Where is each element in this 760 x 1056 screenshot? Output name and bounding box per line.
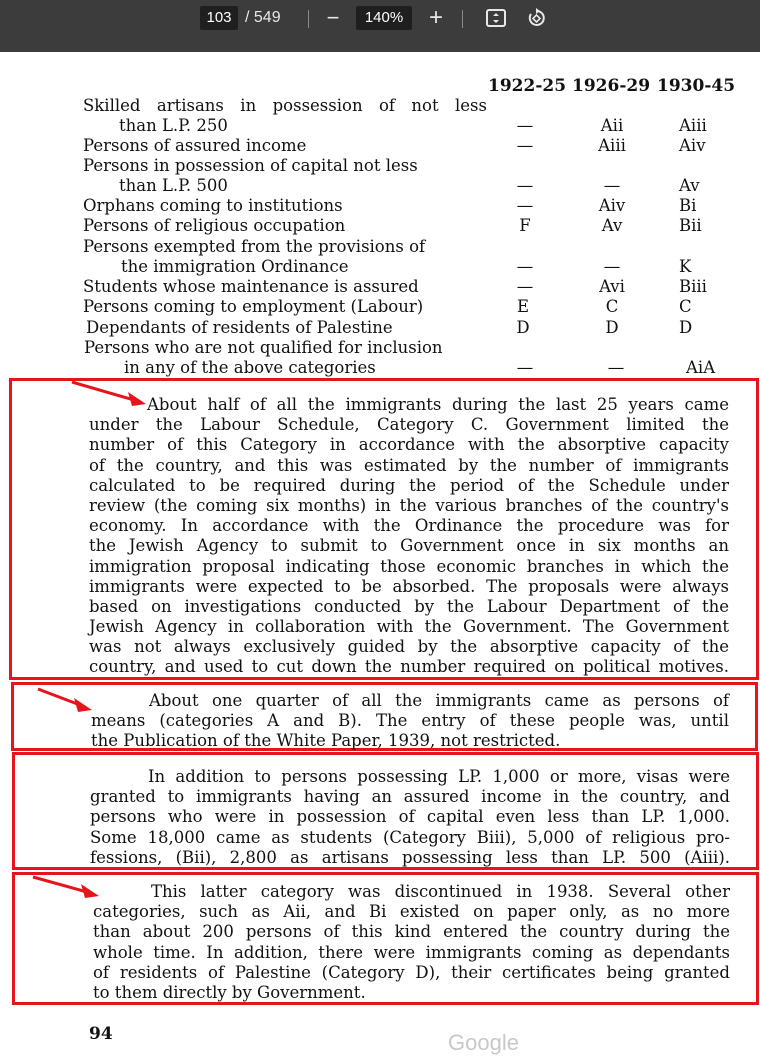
paragraph-line: than about 200 persons of this kind entered the country during the <box>93 922 730 942</box>
paragraph-line: Some 18,000 came as students (Category Biii), 5,000 of religious pro- <box>90 827 730 847</box>
table-cell: — <box>603 257 621 276</box>
table-cell: Bi <box>679 196 697 215</box>
paragraph-line: economy. In accordance with the Ordinance the procedure was for <box>89 516 729 536</box>
paragraph-line: was not always exclusively guided by the absorptive capacity of the <box>89 637 729 657</box>
page-number: 94 <box>89 1024 113 1044</box>
row-label-line: Orphans coming to institutions <box>83 196 343 215</box>
paragraph-line: granted to immigrants having an assured income in the country, and <box>90 787 730 807</box>
paragraph-line: means (categories A and B). The entry of these people was, until <box>91 711 729 731</box>
paragraph-line: Jewish Agency in collaboration with the Government. The Government <box>89 617 729 637</box>
table-cell: — <box>516 196 534 215</box>
table-row-label <box>83 96 487 116</box>
paragraph <box>90 767 730 868</box>
rotate-icon <box>525 7 547 29</box>
paragraph-line: review (the coming six months) in the various branches of the country's <box>89 495 729 515</box>
paragraph-line: immigrants were expected to be absorbed. The proposals were always <box>89 576 729 596</box>
table-cell: — <box>516 176 534 195</box>
table-cell: Bii <box>679 216 702 235</box>
row-label-line: than L.P. 250 <box>119 116 228 135</box>
red-arrow-icon <box>36 686 96 716</box>
row-label-line: Persons coming to employment (Labour) <box>83 297 424 316</box>
zoom-input[interactable]: 140% <box>356 6 412 30</box>
table-cell: Av <box>679 176 700 195</box>
table-cell: F <box>519 216 531 235</box>
table-cell: — <box>516 277 534 296</box>
row-label-line: Persons of religious occupation <box>83 216 346 235</box>
paragraph-line: number of this Category in accordance with the absorptive capacity <box>89 435 729 455</box>
paragraph-line: About half of all the immigrants during the last 25 years came <box>147 395 729 414</box>
table-cell: Aiv <box>598 196 626 215</box>
row-label-line: Persons of assured income <box>83 136 307 155</box>
row-label-line: Persons exempted from the provisions of <box>83 237 426 256</box>
paragraph-line: categories, such as Aii, and Bi existed on paper only, as no more <box>93 902 730 922</box>
row-label-line: the immigration Ordinance <box>121 257 349 276</box>
toolbar-divider <box>308 10 309 28</box>
fit-page-button[interactable] <box>482 4 510 32</box>
paragraph-line: calculated to be required during the period of the Schedule under <box>89 475 729 495</box>
table-cell: D <box>679 318 693 337</box>
total-pages: / 549 <box>245 9 281 26</box>
paragraph-line: About one quarter of all the immigrants came as persons of <box>149 691 729 710</box>
paragraph-line: fessions, (Bii), 2,800 as artisans possessing less than LP. 500 (Aiii). <box>90 847 730 867</box>
paragraph-line: of residents of Palestine (Category D), their certificates being granted <box>93 962 730 982</box>
paragraph <box>89 395 729 678</box>
row-label-line: Persons in possession of capital not less <box>83 156 418 175</box>
paragraph-line: country, and used to cut down the number required on political motives. <box>89 657 729 677</box>
red-arrow-icon <box>70 378 150 408</box>
table-cell: Aiii <box>679 116 707 135</box>
table-cell: Aii <box>600 116 624 135</box>
table-cell: — <box>607 358 625 377</box>
table-cell: AiA <box>686 358 716 377</box>
zoom-out-button[interactable]: − <box>326 5 340 30</box>
paragraph-line: whole time. In addition, there were immigrants coming as dependants <box>93 942 730 962</box>
table-cell: D <box>516 318 530 337</box>
paragraph-line: to them directly by Government. <box>93 982 366 1002</box>
row-label-line: Dependants of residents of Palestine <box>86 318 393 337</box>
fit-page-icon <box>485 7 507 29</box>
zoom-in-button[interactable]: + <box>428 4 443 31</box>
toolbar-divider <box>462 10 463 28</box>
table-cell: Aiv <box>679 136 706 155</box>
table-cell: — <box>516 136 534 155</box>
paragraph-line: This latter category was discontinued in 1938. Several other <box>151 882 730 901</box>
rotate-button[interactable] <box>522 4 550 32</box>
row-label-line: than L.P. 500 <box>119 176 228 195</box>
table-cell: D <box>605 318 619 337</box>
google-watermark: Google <box>448 1030 519 1055</box>
paragraph-line: under the Labour Schedule, Category C. Government limited the <box>89 415 729 435</box>
paragraph-line: In addition to persons possessing LP. 1,000 or more, visas were <box>148 767 730 786</box>
table-cell: Aiii <box>598 136 626 155</box>
column-header: 1926-29 <box>572 76 651 96</box>
row-label-line: in any of the above categories <box>124 358 376 377</box>
table-cell: Avi <box>599 277 625 296</box>
paragraph-line: the Jewish Agency to submit to Government once in six months an <box>89 536 729 556</box>
table-cell: — <box>516 257 534 276</box>
table-cell: C <box>605 297 619 316</box>
table-cell: Biii <box>679 277 707 296</box>
column-header: 1922-25 <box>488 76 567 96</box>
table-cell: — <box>516 116 534 135</box>
table-cell: C <box>679 297 692 316</box>
paragraph-line: the Publication of the White Paper, 1939, not restricted. <box>91 731 561 751</box>
table-cell: E <box>516 297 530 316</box>
table-cell: Av <box>601 216 623 235</box>
red-arrow-icon <box>31 874 103 902</box>
paragraph-line: of the country, and this was estimated by the number of immigrants <box>89 455 729 475</box>
paragraph-line: based on investigations conducted by the Labour Department of the <box>89 596 729 616</box>
paragraph <box>93 882 730 1003</box>
paragraph <box>91 691 729 752</box>
paragraph-line: immigration proposal indicating those economic branches in which the <box>89 556 729 576</box>
page-number-input[interactable]: 103 <box>200 6 238 30</box>
table-cell: — <box>603 176 621 195</box>
table-cell: — <box>516 358 534 377</box>
paragraph-line: persons who were in possession of capital even less than LP. 1,000. <box>90 807 730 827</box>
row-label-line: Students whose maintenance is assured <box>83 277 419 296</box>
row-label-line: Skilled artisans in possession of not less <box>83 96 487 115</box>
table-cell: K <box>679 257 692 276</box>
row-label-line: Persons who are not qualified for inclusion <box>84 338 443 357</box>
column-header: 1930-45 <box>657 76 736 96</box>
pdf-toolbar <box>0 0 760 52</box>
